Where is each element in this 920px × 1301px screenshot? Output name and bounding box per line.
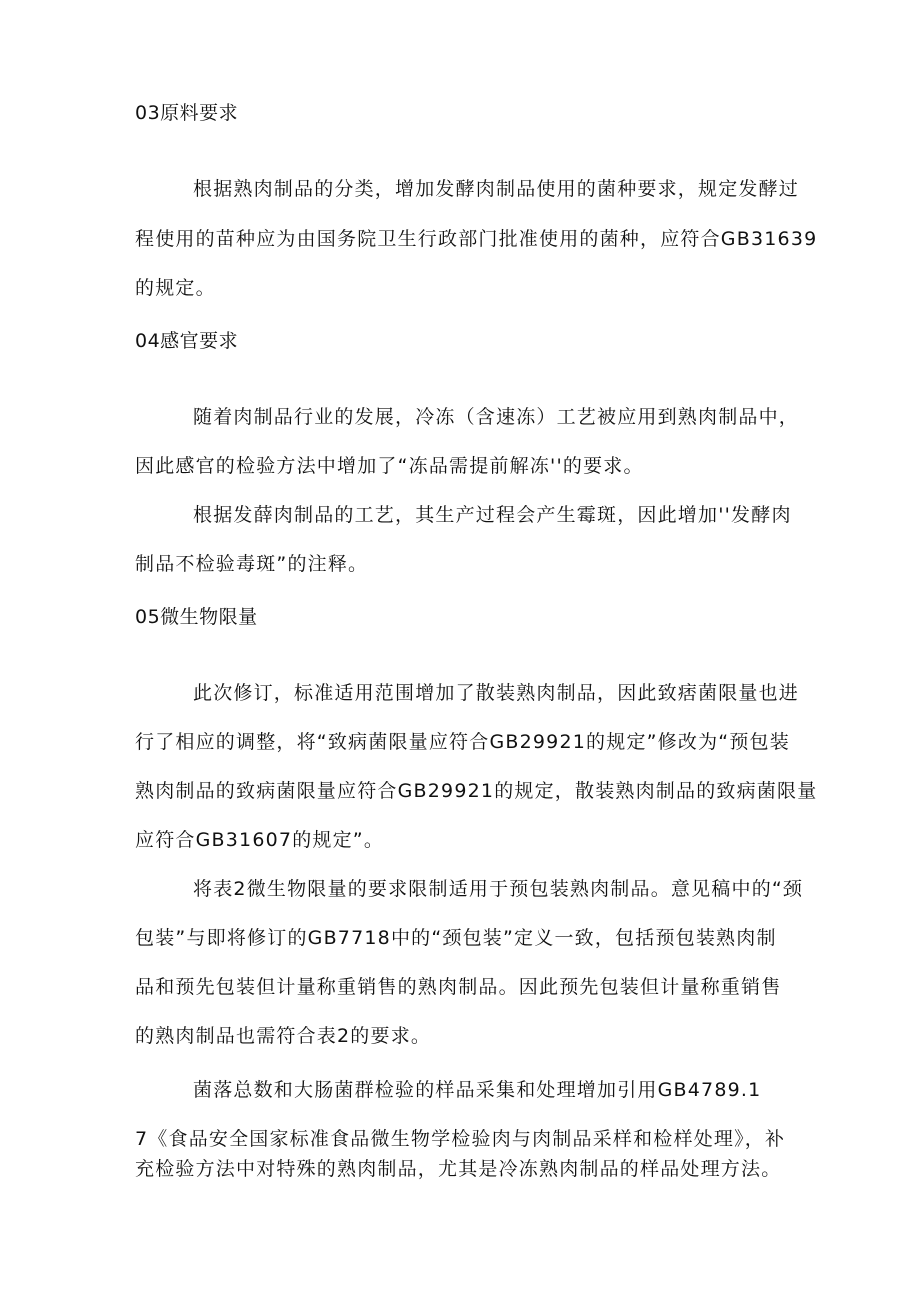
section-heading-microbial-limits: 05微生物限量 [135,606,258,628]
paragraph-line: 将表2微生物限量的要求限制适用于预包装熟肉制品。意见稿中的“颈 [193,878,804,900]
paragraph-line: 的规定。 [135,277,216,299]
paragraph-line: 品和预先包装但计量称重销售的熟肉制品。因此预先包装但计量称重销售 [135,976,782,998]
paragraph-line: 根据发薛肉制品的工艺，其生产过程会产生霉斑，因此增加''发酵肉 [193,504,792,526]
section-heading-sensory: 04感官要求 [135,330,239,352]
section-heading-raw-material: 03原料要求 [135,102,239,124]
paragraph-line: 充检验方法中对特殊的熟肉制品，尤其是冷冻熟肉制品的样品处理方法。 [135,1158,782,1180]
paragraph-line: 此次修订，标准适用范围增加了散装熟肉制品，因此致痞菌限量也进 [193,682,800,704]
paragraph-line: 包装”与即将修订的GB7718中的“颈包装”定义一致，包括预包装熟肉制 [135,927,777,949]
paragraph-line: 菌落总数和大肠菌群检验的样品采集和处理增加引用GB4789.1 [193,1079,762,1101]
paragraph-line: 根据熟肉制品的分类，增加发酵肉制品使用的菌种要求，规定发酵过 [193,178,800,200]
paragraph-line: 熟肉制品的致病菌限量应符合GB29921的规定，散装熟肉制品的致病菌限量 [135,780,818,802]
paragraph-line: 7《食品安全国家标准食品微生物学检验肉与肉制品采样和检样处理》，补 [135,1128,786,1150]
paragraph-line: 因此感官的检验方法中增加了“冻品需提前解冻''的要求。 [135,455,644,477]
paragraph-line: 应符合GB31607的规定”。 [135,829,385,851]
paragraph-line: 的熟肉制品也需符合表2的要求。 [135,1025,432,1047]
paragraph-line: 随着肉制品行业的发展，冷冻（含速冻）工艺被应用到熟肉制品中， [193,406,800,428]
paragraph-line: 行了相应的调整，将“致病菌限量应符合GB29921的规定”修改为“预包装 [135,731,790,753]
paragraph-line: 制品不检验毒斑”的注释。 [135,553,369,575]
paragraph-line: 程使用的苗种应为由国务院卫生行政部门批准使用的菌种，应符合GB31639 [135,228,818,250]
